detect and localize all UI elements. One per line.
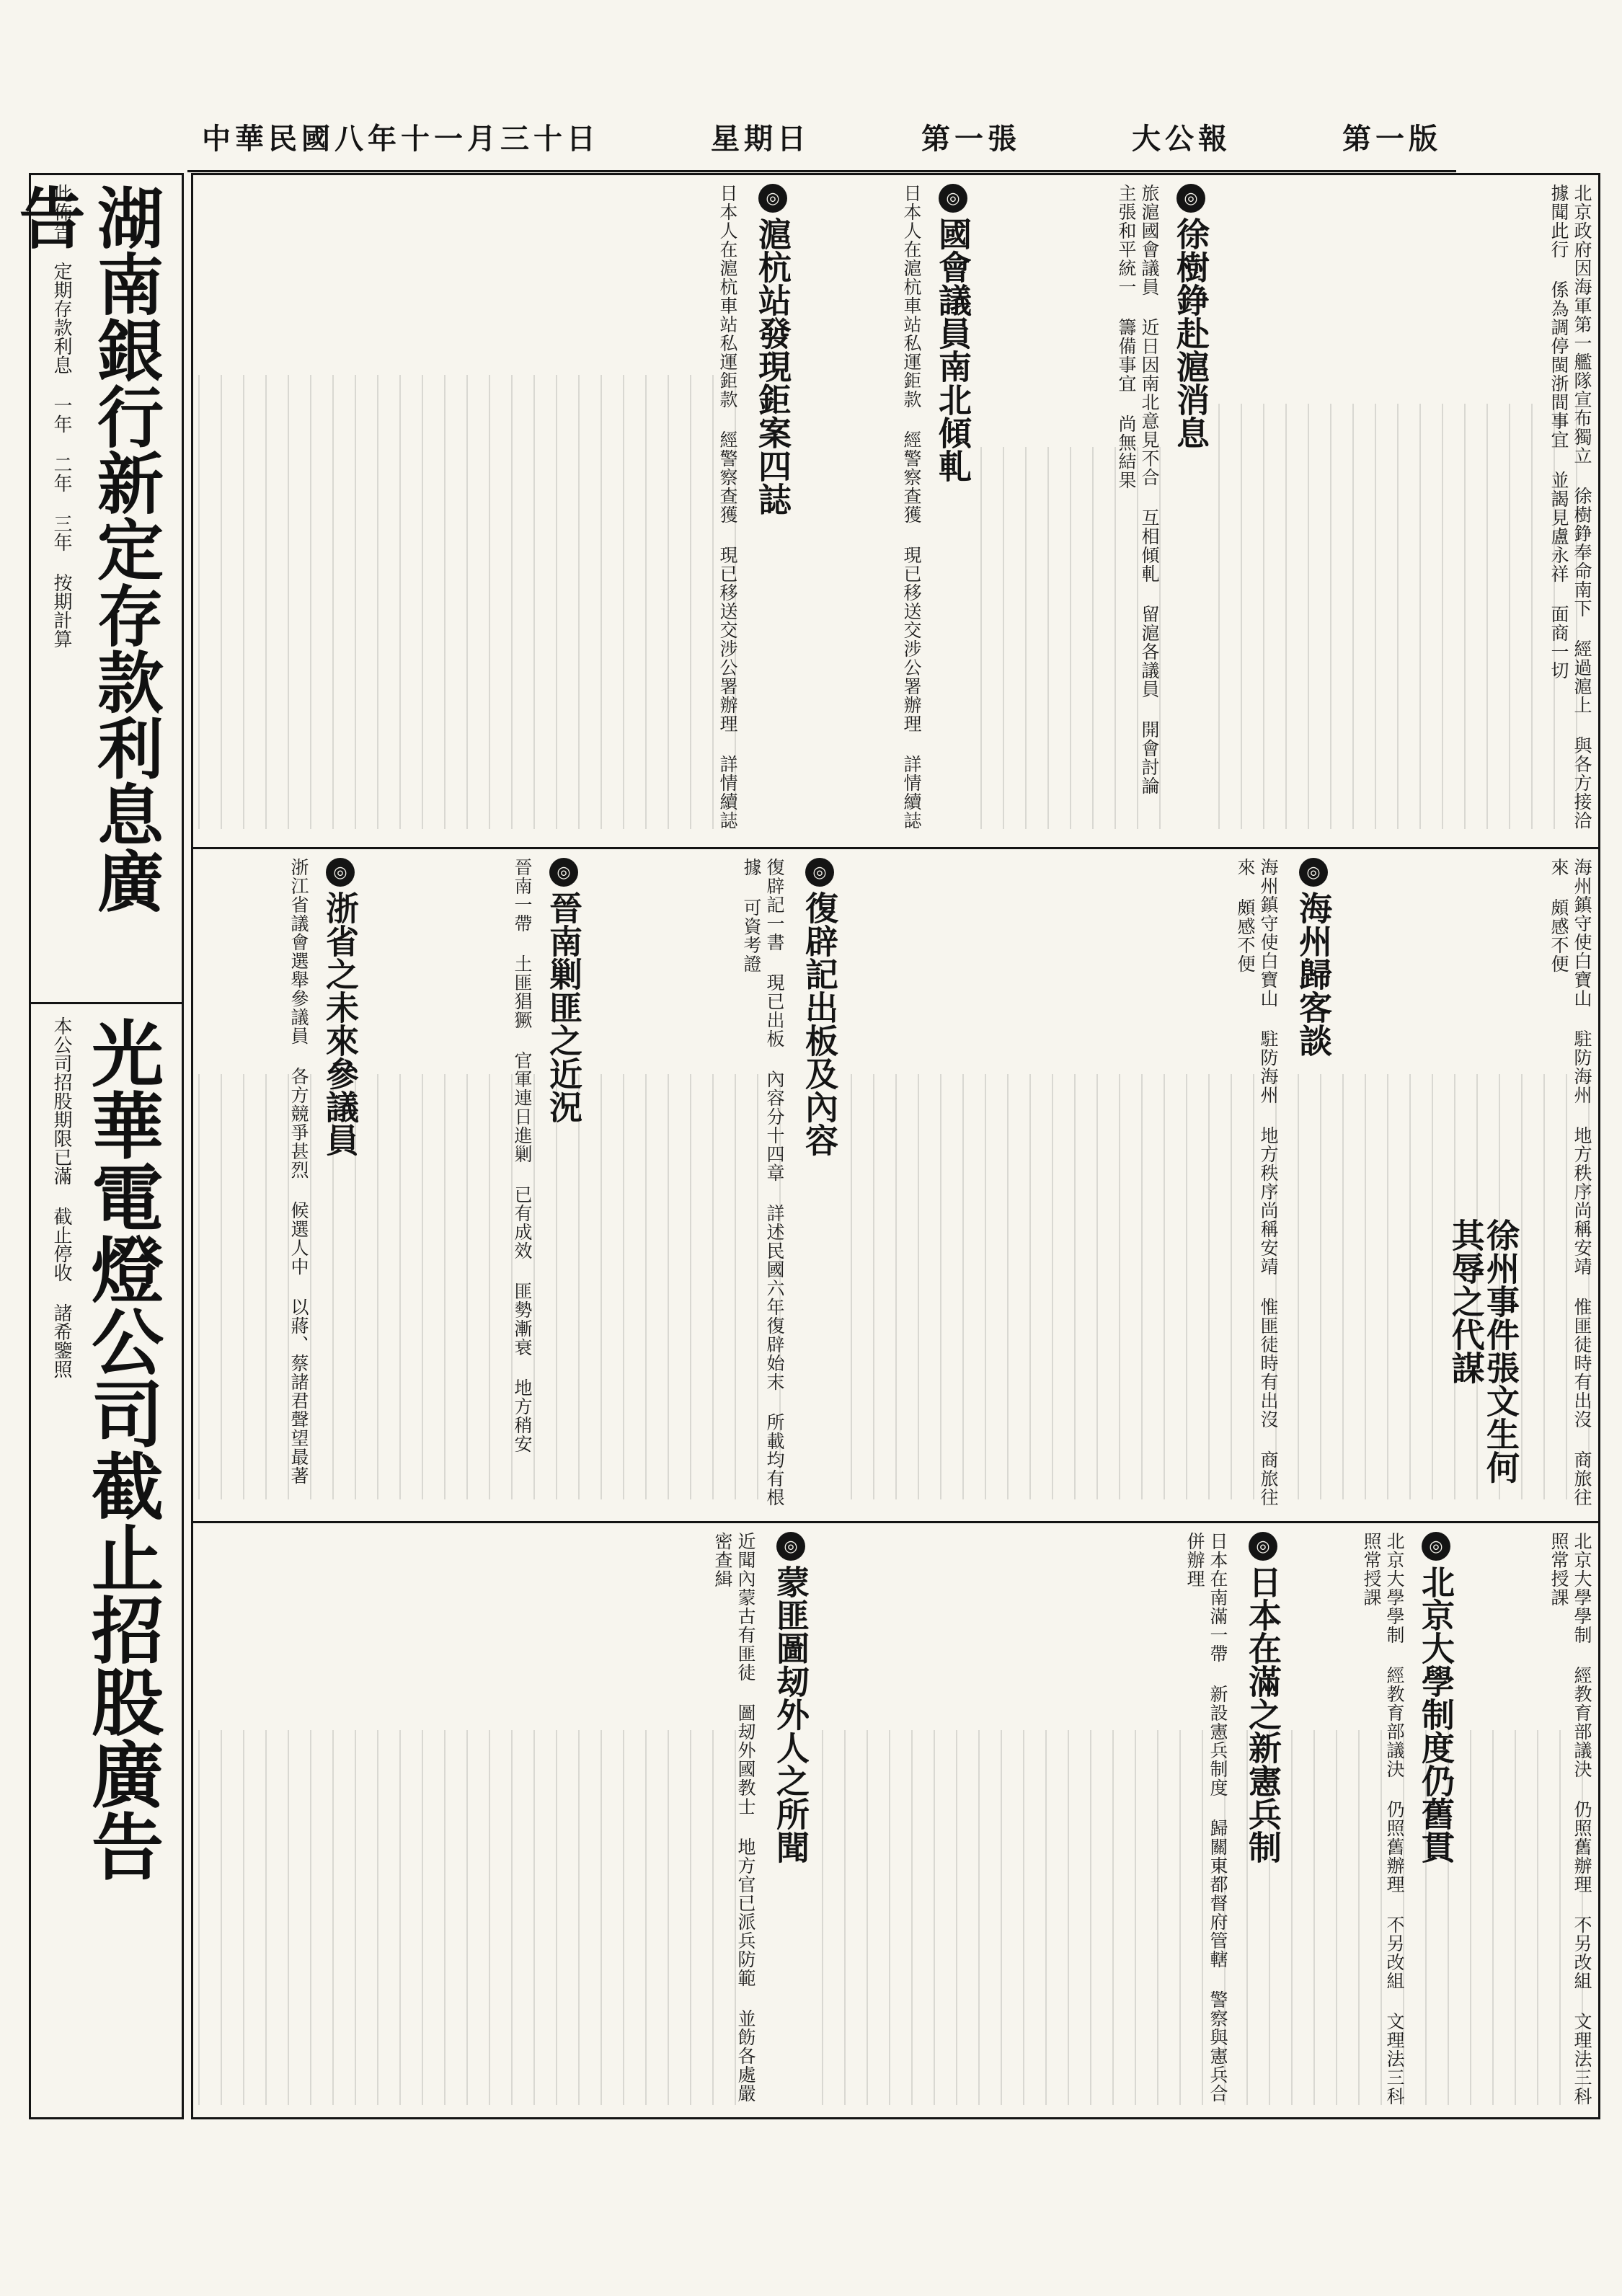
article-6-body: 晉南一帶 土匪猖獗 官軍連日進剿 已有成效 匪勢漸衰 地方稍安 (512, 858, 533, 1453)
article-9-continued: 北京大學學制 經教育部議決 仍照舊辦理 不另改組 文理法三科照常授課 (1361, 1532, 1405, 2106)
bullet-icon: ◎ (776, 1532, 805, 1561)
article-2-headline: ◎國會議員南北傾軋 (930, 184, 970, 833)
article-7-headline: ◎浙省之未來參議員 (317, 858, 358, 1507)
electric-ad-title: 光華電燈公司截止招股廣告 (79, 1016, 164, 1881)
article-5-headline: ◎復辟記出板及內容 (797, 858, 837, 1507)
article-10-body: 日本在南滿一帶 新設憲兵制度 歸關東都督府管轄 警察與憲兵合併辦理 (1184, 1532, 1228, 2103)
article-9-body: 北京大學學制 經教育部議決 仍照舊辦理 不另改組 文理法三科照常授課 (1548, 1532, 1592, 2106)
bullet-icon: ◎ (549, 858, 578, 887)
bank-ad-title: 湖南銀行新定存款利息廣告 (8, 184, 164, 913)
article-3-continued: 日本人在滬杭車站私運鉅款 經警察查獲 現已移送交涉公署辦理 詳情續誌 (717, 184, 738, 830)
electric-ad-note: 本公司招股期限已滿 截止停收 諸希鑒照 (50, 1016, 72, 1378)
article-1-body: 北京政府因海軍第一艦隊宣布獨立 徐樹錚奉命南下 經過滬上 與各方接洽 據聞此行 係為調停閩浙間事宜 並謁見盧永祥 面商一切 (1548, 184, 1592, 830)
article-11-headline: ◎蒙匪圖刼外人之所聞 (768, 1532, 808, 2109)
bottom-right-text-texture (822, 1730, 1593, 2105)
bullet-icon: ◎ (1422, 1532, 1450, 1561)
article-4-continued: 海州鎮守使白寶山 駐防海州 地方秩序尚稱安靖 惟匪徒時有出沒 商旅往來 頗感不便 (1235, 858, 1279, 1507)
article-4-headline: ◎海州歸客談 (1290, 858, 1331, 1507)
masthead-page-no: 第一版 (1342, 121, 1442, 156)
bullet-icon: ◎ (326, 858, 355, 887)
bullet-icon: ◎ (1249, 1532, 1277, 1561)
bullet-icon: ◎ (939, 184, 967, 213)
article-3-text-texture (198, 375, 739, 829)
article-8-headline: 徐州事件張文生何其辱之代謀 (1446, 1218, 1520, 1484)
masthead-date: 中華民國八年十一月三十日 (202, 121, 600, 156)
article-4-body: 海州鎮守使白寶山 駐防海州 地方秩序尚稱安靖 惟匪徒時有出沒 商旅往來 頗感不便 (1548, 858, 1592, 1507)
bullet-icon: ◎ (1299, 858, 1328, 887)
masthead-weekday: 星期日 (711, 121, 810, 156)
bullet-icon: ◎ (758, 184, 787, 213)
bullet-icon: ◎ (1176, 184, 1205, 213)
masthead-paper-name: 大公報 (1132, 121, 1231, 156)
masthead-rule (187, 170, 1456, 172)
article-3-headline: ◎滬杭站發現鉅案四誌 (750, 184, 790, 833)
article-1-headline: ◎徐樹錚赴滬消息 (1168, 184, 1208, 833)
middle-left-text-texture (198, 1074, 782, 1499)
bullet-icon: ◎ (805, 858, 834, 887)
bottom-left-text-texture (198, 1730, 757, 2105)
article-2-body: 旅滬國會議員 近日因南北意見不合 互相傾軋 留滬各議員 開會討論 主張和平統一 籌備事宜 尚無結果 (1116, 184, 1160, 795)
masthead (202, 108, 1442, 164)
article-11-body: 近聞內蒙古有匪徒 圖刼外國教士 地方官已派兵防範 並飭各處嚴密查緝 (712, 1532, 756, 2103)
row-divider-1 (191, 847, 1600, 849)
row-divider-2 (191, 1521, 1600, 1523)
article-10-headline: ◎日本在滿之新憲兵制 (1240, 1532, 1280, 2109)
article-9-headline: ◎北京大學制度仍舊貫 (1413, 1532, 1453, 2109)
article-7-body: 浙江省議會選舉參議員 各方競爭甚烈 候選人中 以蔣、蔡諸君聲望最著 (288, 858, 309, 1485)
article-6-headline: ◎晉南剿匪之近況 (541, 858, 581, 1507)
masthead-edition: 第一張 (921, 121, 1021, 156)
article-3-body: 日本人在滬杭車站私運鉅款 經警察查獲 現已移送交涉公署辦理 詳情續誌 (901, 184, 922, 830)
article-5-body: 復辟記一書 現已出板 內容分十四章 詳述民國六年復辟始末 所載均有根據 可資考證 (741, 858, 785, 1507)
article-2-text-texture (980, 447, 1161, 829)
article-1-text-texture (1218, 404, 1593, 829)
left-ad-divider (29, 1002, 184, 1004)
bank-ad-note: 此佈告 定期存款利息 一年 二年 三年 按期計算 (50, 184, 72, 648)
